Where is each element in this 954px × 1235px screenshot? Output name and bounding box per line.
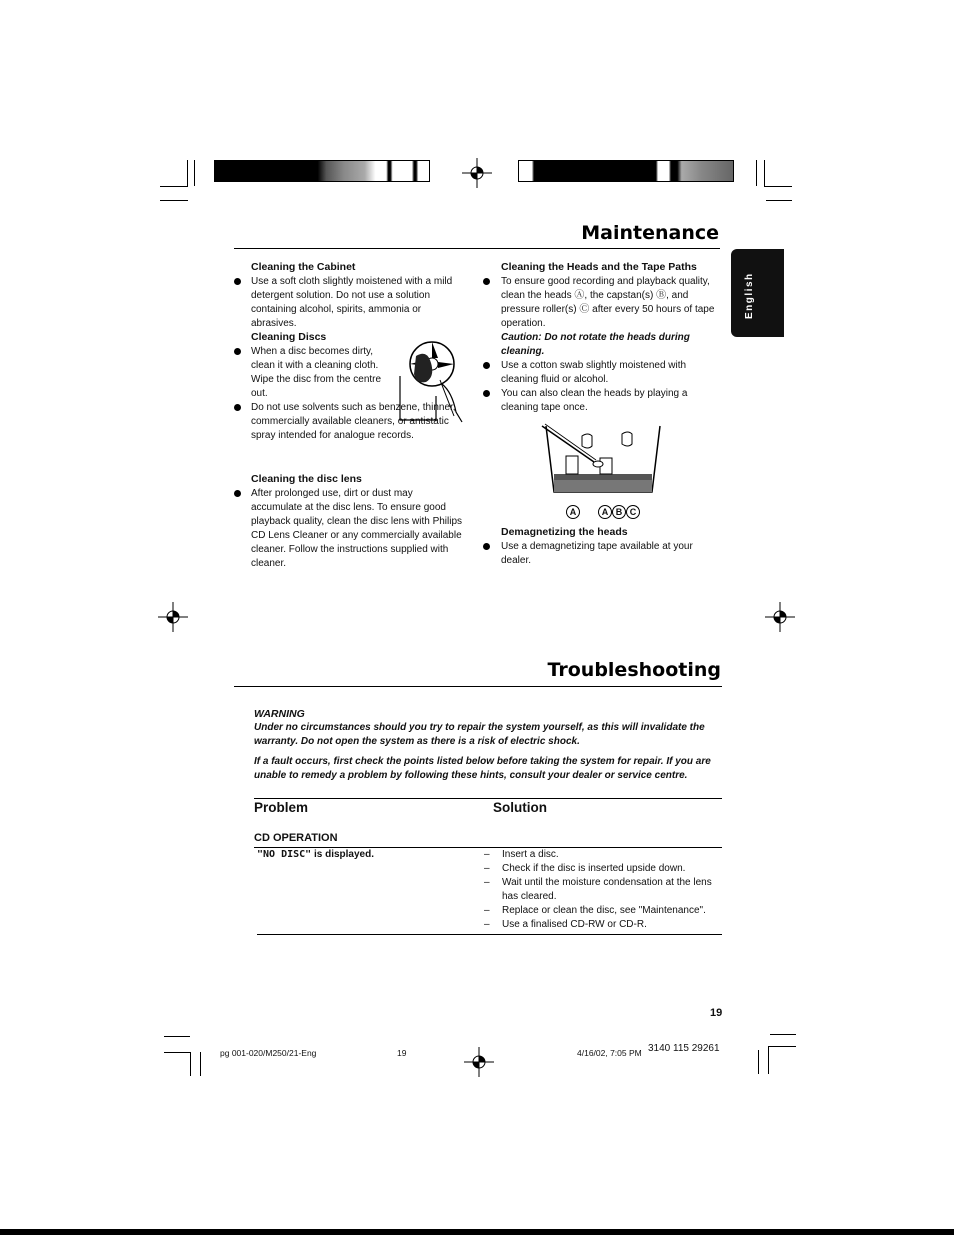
heads-bullet-3: You can also clean the heads by playing a cleaning tape once. bbox=[501, 388, 688, 413]
lens-heading: Cleaning the disc lens bbox=[251, 473, 362, 485]
fault-text: If a fault occurs, first check the points listed below before taking the system for repair. If you are unable to remedy a problem by following these hints, consult your dealer or service centre. bbox=[254, 756, 711, 781]
footer-code: 3140 115 29261 bbox=[648, 1043, 720, 1054]
column-problem: Problem bbox=[254, 800, 309, 815]
maintenance-title: Maintenance bbox=[581, 222, 719, 244]
discs-bullet-2: Do not use solvents such as benzene, thinner, commercially available cleaners, or antistatic spray intended for analogue records. bbox=[251, 402, 456, 441]
troubleshooting-rule bbox=[234, 686, 722, 687]
registration-mark-right bbox=[765, 602, 795, 632]
dash: – bbox=[484, 877, 490, 888]
table-top-rule bbox=[254, 798, 722, 799]
warning-text: Under no circumstances should you try to repair the system yourself, as this will invalidate the warranty. Do not open the system as there is a risk of electric shock. bbox=[254, 722, 705, 747]
troubleshooting-title: Troubleshooting bbox=[547, 659, 721, 681]
diagram-label-text: A bbox=[601, 507, 609, 517]
heads-bullet-2: Use a cotton swab slightly moistened with cleaning fluid or alcohol. bbox=[501, 360, 687, 385]
footer-file: pg 001-020/M250/21-Eng bbox=[220, 1048, 317, 1058]
diagram-label-b bbox=[612, 505, 626, 519]
demag-text: Use a demagnetizing tape available at your dealer. bbox=[501, 541, 693, 566]
heads-bullet-1: To ensure good recording and playback quality, clean the heads Ⓐ, the capstan(s) Ⓑ, and pressure roller(s) Ⓒ after every 50 hours of tape operation. bbox=[501, 276, 715, 329]
heads-heading: Cleaning the Heads and the Tape Paths bbox=[501, 261, 697, 273]
footer-page: 19 bbox=[397, 1048, 407, 1058]
language-tab-label: English bbox=[744, 272, 755, 319]
warning-heading: WARNING bbox=[254, 708, 305, 720]
heads-caution: Caution: Do not rotate the heads during cleaning. bbox=[501, 332, 690, 357]
lens-text: After prolonged use, dirt or dust may accumulate at the disc lens. To ensure good playback quality, clean the disc lens with Philips CD Lens Cleaner or any commercially available cleaner. Follow the instructions supplied with cleaner. bbox=[251, 488, 463, 569]
table-bottom-rule bbox=[257, 934, 722, 935]
page-number: 19 bbox=[710, 1007, 723, 1019]
diagram-label-c bbox=[626, 505, 640, 519]
bullet bbox=[234, 490, 241, 497]
bullet bbox=[483, 278, 490, 285]
demag-heading: Demagnetizing the heads bbox=[501, 526, 628, 538]
diagram-label-text: B bbox=[615, 507, 623, 517]
bullet bbox=[483, 543, 490, 550]
footer-date: 4/16/02, 7:05 PM bbox=[577, 1048, 642, 1058]
section-cd-operation: CD OPERATION bbox=[254, 832, 338, 844]
color-bar-right bbox=[518, 160, 734, 182]
bullet bbox=[234, 348, 241, 355]
dash: – bbox=[484, 919, 490, 930]
registration-mark-left bbox=[158, 602, 188, 632]
color-bar-left bbox=[214, 160, 430, 182]
discs-bullet-1: When a disc becomes dirty, clean it with a cleaning cloth. Wipe the disc from the centre out. bbox=[251, 346, 382, 399]
cabinet-text: Use a soft cloth slightly moistened with a mild detergent solution. Do not use a solution containing alcohol, spirits, ammonia or abrasives. bbox=[251, 276, 453, 329]
bullet bbox=[483, 362, 490, 369]
crop-mark-top-left bbox=[160, 160, 200, 202]
problem-no-disc bbox=[257, 849, 374, 860]
bullet bbox=[234, 278, 241, 285]
bullet bbox=[483, 390, 490, 397]
diagram-label-a-right bbox=[598, 505, 612, 519]
cabinet-heading: Cleaning the Cabinet bbox=[251, 261, 356, 273]
solution-item: Use a finalised CD-RW or CD-R. bbox=[502, 919, 647, 930]
disc-cleaning-illustration bbox=[396, 336, 468, 426]
crop-mark-bottom-left bbox=[164, 1036, 204, 1076]
tape-head-diagram bbox=[536, 422, 666, 518]
registration-mark-top bbox=[462, 158, 492, 188]
column-solution: Solution bbox=[493, 800, 547, 815]
dash: – bbox=[484, 863, 490, 874]
registration-mark-bottom bbox=[464, 1047, 494, 1077]
crop-mark-bottom-right bbox=[756, 1034, 796, 1076]
dash: – bbox=[484, 905, 490, 916]
maintenance-rule bbox=[234, 248, 720, 249]
crop-mark-top-right bbox=[752, 160, 794, 202]
discs-heading: Cleaning Discs bbox=[251, 331, 327, 343]
diagram-label-text: C bbox=[629, 507, 637, 517]
language-tab bbox=[731, 249, 784, 337]
bottom-edge-bar bbox=[0, 1229, 954, 1235]
dash: – bbox=[484, 849, 490, 860]
solution-item: Insert a disc. bbox=[502, 849, 559, 860]
solution-item: Wait until the moisture condensation at the lens has cleared. bbox=[502, 877, 712, 902]
solution-item: Check if the disc is inserted upside down. bbox=[502, 863, 686, 874]
problem-display-text: "NO DISC" bbox=[257, 849, 312, 860]
diagram-label-text: A bbox=[569, 507, 577, 517]
solution-item: Replace or clean the disc, see "Maintenance". bbox=[502, 905, 706, 916]
bullet bbox=[234, 404, 241, 411]
problem-description: is displayed. bbox=[311, 849, 374, 860]
diagram-label-a-left bbox=[566, 505, 580, 519]
